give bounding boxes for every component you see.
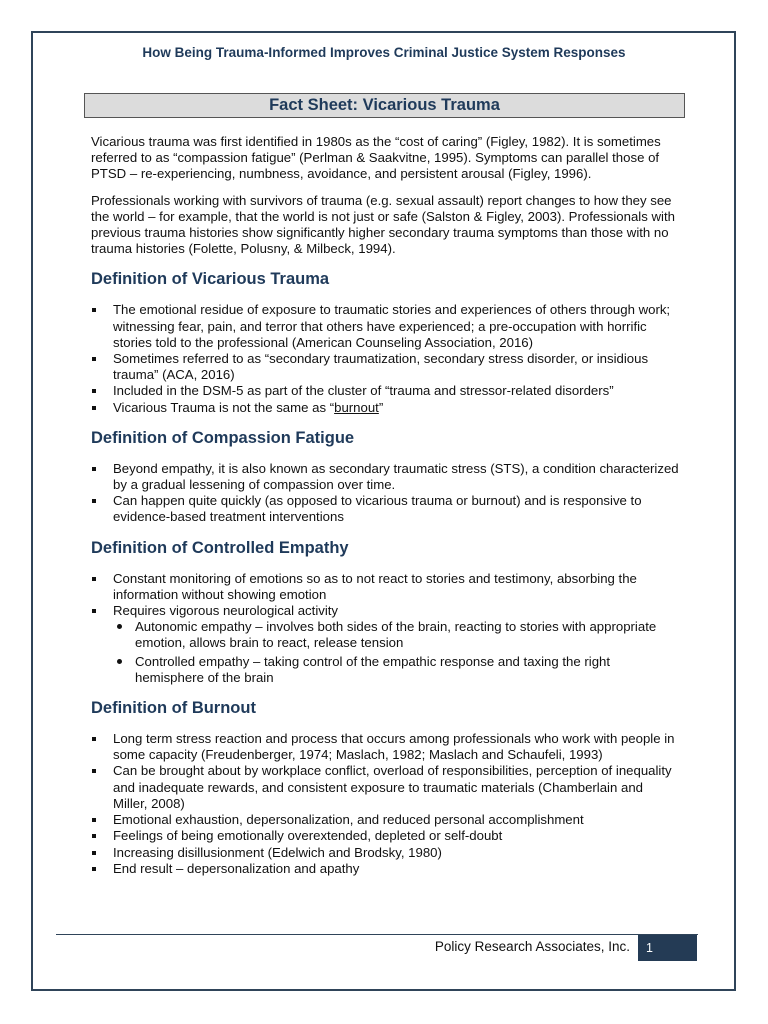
burnout-link[interactable]: burnout	[334, 399, 379, 415]
vicarious-trauma-list	[91, 302, 681, 415]
section-heading-controlled-empathy: Definition of Controlled Empathy	[91, 538, 349, 557]
list-item: Feelings of being emotionally overextended, depleted or self-doubt	[91, 828, 681, 844]
page-title: Fact Sheet: Vicarious Trauma	[84, 93, 685, 118]
list-item: End result – depersonalization and apathy	[91, 861, 681, 877]
burnout-list	[91, 731, 681, 877]
list-item-text: Vicarious Trauma is not the same as “	[113, 399, 335, 415]
list-item: Emotional exhaustion, depersonalization, and reduced personal accomplishment	[91, 812, 681, 828]
sub-list-item: Controlled empathy – taking control of the empathic response and taxing the right hemisphere of the brain	[113, 654, 681, 686]
document-body	[91, 134, 681, 889]
list-item: Beyond empathy, it is also known as secondary traumatic stress (STS), a condition characterized by a gradual lessening of compassion over time.	[91, 461, 681, 493]
intro-paragraph-2: Professionals working with survivors of trauma (e.g. sexual assault) report changes to how they see the world – for example, that the world is not just or safe (Salston & Figley, 2003). Professionals with previous trauma histories show significantly higher secondary trauma symptoms than those with no trauma histories (Folette, Polusny, & Milbeck, 1994).	[91, 192, 675, 257]
compassion-fatigue-list	[91, 461, 681, 526]
running-header: How Being Trauma-Informed Improves Criminal Justice System Responses	[142, 45, 626, 60]
page-number: 1	[638, 935, 697, 961]
list-item: Can happen quite quickly (as opposed to vicarious trauma or burnout) and is responsive to evidence-based treatment interventions	[91, 493, 681, 525]
list-item	[91, 400, 681, 416]
section-heading-burnout: Definition of Burnout	[91, 699, 256, 718]
list-item-text-end: ”	[378, 399, 384, 415]
sub-list-item: Autonomic empathy – involves both sides of the brain, reacting to stories with appropriate emotion, allows brain to react, release tension	[113, 619, 681, 651]
list-item: Can be brought about by workplace conflict, overload of responsibilities, perception of inequality and inadequate rewards, and consistent exposure to traumatic materials (Chamberlain and Miller, 2008)	[91, 763, 681, 812]
controlled-empathy-list	[91, 571, 681, 686]
list-item: Constant monitoring of emotions so as to not react to stories and testimony, absorbing the information without showing emotion	[91, 571, 681, 603]
list-item: The emotional residue of exposure to traumatic stories and experiences of others through work; witnessing fear, pain, and terror that others have experienced; a pre-occupation with horrific stories told to the professional (American Counseling Association, 2016)	[91, 302, 681, 351]
list-item-text: Requires vigorous neurological activity	[113, 603, 339, 619]
intro-paragraph-1: Vicarious trauma was first identified in 1980s as the “cost of caring” (Figley, 1982). It is sometimes referred to as “compassion fatigue” (Perlman & Saakvitne, 1995). Symptoms can parallel those of PTSD – re-experiencing, numbness, avoidance, and persistent arousal (Figley, 1996).	[91, 134, 661, 182]
list-item: Included in the DSM-5 as part of the cluster of “trauma and stressor-related disorders”	[91, 383, 681, 399]
section-heading-vicarious-trauma: Definition of Vicarious Trauma	[91, 270, 330, 289]
list-item: Increasing disillusionment (Edelwich and Brodsky, 1980)	[91, 845, 681, 861]
list-item	[91, 603, 681, 686]
footer-organization: Policy Research Associates, Inc.	[434, 939, 630, 954]
footer-rule	[56, 934, 698, 935]
list-item: Long term stress reaction and process that occurs among professionals who work with people in some capacity (Freudenberger, 1974; Maslach, 1982; Maslach and Schaufeli, 1993)	[91, 731, 681, 763]
controlled-empathy-sublist	[113, 619, 681, 686]
list-item: Sometimes referred to as “secondary traumatization, secondary stress disorder, or insidious trauma” (ACA, 2016)	[91, 351, 681, 383]
section-heading-compassion-fatigue: Definition of Compassion Fatigue	[91, 428, 355, 447]
